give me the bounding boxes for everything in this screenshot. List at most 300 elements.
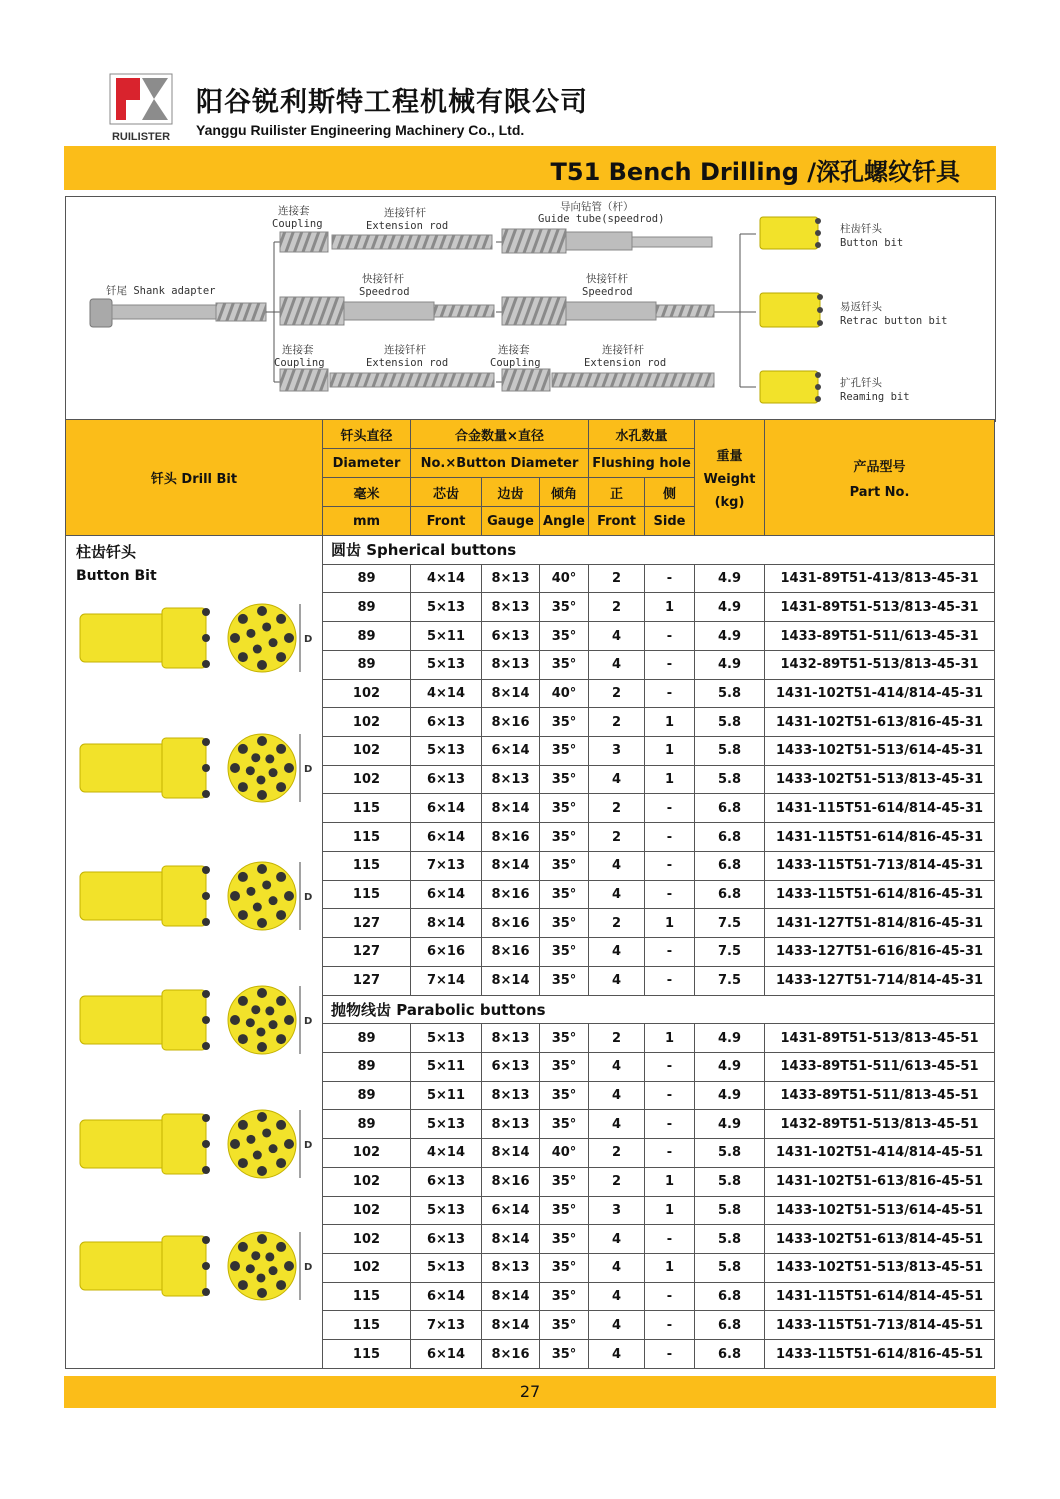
cell-part-no: 1433-89T51-511/813-45-51 — [765, 1081, 995, 1110]
hdr-ffront-cn: 正 — [589, 478, 645, 507]
cell-flush-side: - — [645, 851, 695, 880]
cell-weight: 5.8 — [695, 1225, 765, 1254]
cell-front: 6×13 — [411, 765, 482, 794]
cell-gauge: 8×16 — [482, 880, 540, 909]
cell-diameter: 115 — [323, 794, 411, 823]
cell-flush-front: 4 — [589, 938, 645, 967]
cell-flush-front: 3 — [589, 1196, 645, 1225]
cell-weight: 4.9 — [695, 1081, 765, 1110]
button-bit-illustration — [80, 1232, 312, 1300]
company-name-en: Yanggu Ruilister Engineering Machinery Co., Ltd. — [196, 122, 525, 138]
cell-flush-front: 2 — [589, 593, 645, 622]
cell-diameter: 89 — [323, 650, 411, 679]
cell-flush-side: - — [645, 1225, 695, 1254]
button-bit-illustration — [80, 1110, 312, 1178]
cell-weight: 6.8 — [695, 1340, 765, 1369]
cell-part-no: 1431-89T51-413/813-45-31 — [765, 564, 995, 593]
cell-flush-front: 2 — [589, 794, 645, 823]
ext1-cn: 连接钎杆 — [384, 207, 426, 219]
cell-flush-side: 1 — [645, 708, 695, 737]
cell-part-no: 1433-115T51-713/814-45-51 — [765, 1311, 995, 1340]
dimension-label: D — [304, 634, 313, 645]
guide-cn: 导向钻管（杆） — [560, 201, 634, 213]
left-cn: 柱齿钎头 — [76, 543, 137, 561]
cell-weight: 5.8 — [695, 1167, 765, 1196]
cell-part-no: 1433-89T51-511/613-45-31 — [765, 622, 995, 651]
cell-flush-side: 1 — [645, 1196, 695, 1225]
hdr-weight-cn: 重量 — [716, 449, 743, 464]
cell-diameter: 102 — [323, 679, 411, 708]
hdr-diam-unit-cn: 毫米 — [323, 478, 411, 507]
page-footer — [64, 1376, 996, 1408]
button-bit-illustration — [80, 604, 312, 672]
cell-gauge: 8×14 — [482, 1139, 540, 1168]
cell-angle: 35° — [540, 1024, 589, 1053]
shank-label: 钎尾 Shank adapter — [106, 285, 216, 297]
hdr-flush-cn: 水孔数量 — [589, 420, 695, 449]
bit2-en: Retrac button bit — [840, 315, 948, 327]
cell-angle: 35° — [540, 851, 589, 880]
cell-front: 4×14 — [411, 1139, 482, 1168]
cell-diameter: 115 — [323, 823, 411, 852]
spec-table — [65, 419, 995, 1369]
cell-angle: 35° — [540, 823, 589, 852]
hdr-diam-en: Diameter — [323, 449, 411, 478]
cell-flush-side: - — [645, 823, 695, 852]
cell-gauge: 8×16 — [482, 1167, 540, 1196]
bit2-cn: 易返钎头 — [840, 301, 882, 313]
cell-weight: 5.8 — [695, 679, 765, 708]
cell-weight: 6.8 — [695, 880, 765, 909]
cell-gauge: 8×14 — [482, 966, 540, 995]
cell-diameter: 102 — [323, 1253, 411, 1282]
hdr-part — [765, 420, 995, 536]
cell-flush-side: 1 — [645, 1024, 695, 1053]
cell-part-no: 1431-102T51-414/814-45-51 — [765, 1139, 995, 1168]
cell-part-no: 1433-127T51-616/816-45-31 — [765, 938, 995, 967]
hdr-diam-cn: 钎头直径 — [323, 420, 411, 449]
cell-flush-side: - — [645, 794, 695, 823]
spec-table-body — [66, 536, 995, 1369]
cell-flush-side: - — [645, 938, 695, 967]
cell-angle: 35° — [540, 794, 589, 823]
cell-angle: 35° — [540, 880, 589, 909]
cell-part-no: 1431-89T51-513/813-45-51 — [765, 1024, 995, 1053]
cell-flush-front: 4 — [589, 1311, 645, 1340]
cell-gauge: 8×14 — [482, 679, 540, 708]
cell-flush-side: - — [645, 880, 695, 909]
cell-angle: 35° — [540, 1340, 589, 1369]
cell-flush-front: 2 — [589, 1167, 645, 1196]
cell-weight: 7.5 — [695, 909, 765, 938]
cell-weight: 4.9 — [695, 1024, 765, 1053]
cell-weight: 6.8 — [695, 851, 765, 880]
cell-weight: 6.8 — [695, 794, 765, 823]
cell-weight: 7.5 — [695, 966, 765, 995]
hdr-ffront-en: Front — [589, 507, 645, 536]
bit3-en: Reaming bit — [840, 391, 910, 403]
cell-diameter: 89 — [323, 622, 411, 651]
cell-angle: 35° — [540, 1081, 589, 1110]
ext2-en: Extension rod — [366, 357, 449, 369]
cell-gauge: 8×16 — [482, 823, 540, 852]
cell-flush-front: 2 — [589, 679, 645, 708]
cell-flush-front: 2 — [589, 564, 645, 593]
cell-angle: 35° — [540, 1167, 589, 1196]
cell-angle: 35° — [540, 1253, 589, 1282]
hdr-diam-unit-en: mm — [323, 507, 411, 536]
shank-adapter-graphic — [90, 299, 266, 327]
cell-flush-side: 1 — [645, 909, 695, 938]
cell-front: 7×13 — [411, 851, 482, 880]
cell-gauge: 6×14 — [482, 737, 540, 766]
cell-front: 6×13 — [411, 708, 482, 737]
cell-diameter: 89 — [323, 564, 411, 593]
cell-diameter: 127 — [323, 966, 411, 995]
cell-flush-front: 4 — [589, 880, 645, 909]
cell-front: 6×13 — [411, 1225, 482, 1254]
cell-angle: 35° — [540, 593, 589, 622]
hdr-gauge-en: Gauge — [482, 507, 540, 536]
cell-front: 5×13 — [411, 593, 482, 622]
product-diagram — [65, 196, 996, 422]
cell-flush-front: 4 — [589, 1110, 645, 1139]
cell-front: 5×13 — [411, 650, 482, 679]
cell-front: 6×16 — [411, 938, 482, 967]
page-title: T51 Bench Drilling /深孔螺纹钎具 — [550, 158, 960, 186]
cell-gauge: 8×13 — [482, 650, 540, 679]
cell-gauge: 8×13 — [482, 1024, 540, 1053]
cell-angle: 40° — [540, 679, 589, 708]
cell-gauge: 8×16 — [482, 938, 540, 967]
ext1-en: Extension rod — [366, 220, 449, 232]
cell-flush-side: - — [645, 966, 695, 995]
coupling3-cn: 连接套 — [498, 344, 530, 356]
section-title: 圆齿 Spherical buttons — [323, 536, 995, 565]
cell-weight: 5.8 — [695, 1196, 765, 1225]
bit1-en: Button bit — [840, 237, 904, 249]
cell-weight: 6.8 — [695, 1311, 765, 1340]
cell-gauge: 8×13 — [482, 1253, 540, 1282]
cell-front: 5×13 — [411, 1253, 482, 1282]
cell-part-no: 1431-115T51-614/816-45-31 — [765, 823, 995, 852]
cell-part-no: 1433-102T51-513/813-45-51 — [765, 1253, 995, 1282]
cell-flush-front: 4 — [589, 851, 645, 880]
cell-gauge: 8×16 — [482, 708, 540, 737]
cell-front: 6×14 — [411, 823, 482, 852]
cell-angle: 40° — [540, 1139, 589, 1168]
hdr-button-en: No.×Button Diameter — [411, 449, 589, 478]
page-number: 27 — [519, 1382, 541, 1401]
cell-weight: 4.9 — [695, 1110, 765, 1139]
cell-front: 6×14 — [411, 794, 482, 823]
cell-flush-front: 4 — [589, 650, 645, 679]
cell-weight: 5.8 — [695, 737, 765, 766]
cell-part-no: 1433-115T51-614/816-45-31 — [765, 880, 995, 909]
cell-gauge: 8×13 — [482, 593, 540, 622]
cell-angle: 35° — [540, 1110, 589, 1139]
cell-part-no: 1431-127T51-814/816-45-31 — [765, 909, 995, 938]
cell-angle: 35° — [540, 909, 589, 938]
cell-gauge: 8×16 — [482, 1340, 540, 1369]
cell-flush-front: 4 — [589, 1282, 645, 1311]
cell-diameter: 115 — [323, 1282, 411, 1311]
cell-angle: 35° — [540, 1282, 589, 1311]
cell-front: 4×14 — [411, 564, 482, 593]
coupling2-cn: 连接套 — [282, 344, 314, 356]
cell-flush-front: 4 — [589, 1052, 645, 1081]
cell-flush-front: 4 — [589, 622, 645, 651]
cell-part-no: 1433-89T51-511/613-45-51 — [765, 1052, 995, 1081]
cell-front: 5×13 — [411, 1196, 482, 1225]
company-name-cn: 阳谷锐利斯特工程机械有限公司 — [196, 87, 588, 118]
cell-weight: 4.9 — [695, 650, 765, 679]
cell-part-no: 1431-102T51-613/816-45-31 — [765, 708, 995, 737]
dimension-label: D — [304, 1140, 313, 1151]
cell-part-no: 1432-89T51-513/813-45-51 — [765, 1110, 995, 1139]
cell-angle: 35° — [540, 622, 589, 651]
cell-weight: 5.8 — [695, 765, 765, 794]
cell-flush-front: 2 — [589, 708, 645, 737]
cell-angle: 35° — [540, 765, 589, 794]
cell-front: 7×14 — [411, 966, 482, 995]
ext3-en: Extension rod — [584, 357, 667, 369]
cell-weight: 6.8 — [695, 823, 765, 852]
retrac-bit-graphic — [760, 293, 823, 327]
cell-flush-side: - — [645, 622, 695, 651]
cell-gauge: 6×14 — [482, 1196, 540, 1225]
cell-diameter: 89 — [323, 1024, 411, 1053]
bit3-cn: 扩孔钎头 — [840, 377, 882, 389]
cell-front: 5×13 — [411, 1024, 482, 1053]
hdr-drill-bit: 钎头 Drill Bit — [66, 420, 323, 536]
speed1-en: Speedrod — [359, 286, 410, 298]
left-en: Button Bit — [76, 568, 157, 584]
cell-front: 6×14 — [411, 1282, 482, 1311]
cell-angle: 35° — [540, 1225, 589, 1254]
cell-flush-side: - — [645, 1340, 695, 1369]
cell-weight: 5.8 — [695, 1253, 765, 1282]
hdr-part-cn: 产品型号 — [853, 459, 906, 475]
hdr-side-en: Side — [645, 507, 695, 536]
hdr-weight-en: Weight — [703, 472, 756, 487]
section-row — [66, 536, 995, 565]
coupling1-cn: 连接套 — [278, 205, 310, 217]
cell-flush-side: - — [645, 679, 695, 708]
cell-flush-front: 3 — [589, 737, 645, 766]
cell-part-no: 1431-115T51-614/814-45-51 — [765, 1282, 995, 1311]
cell-flush-side: - — [645, 1282, 695, 1311]
cell-angle: 35° — [540, 938, 589, 967]
cell-part-no: 1433-127T51-714/814-45-31 — [765, 966, 995, 995]
button-bit-graphic — [760, 217, 821, 249]
cell-part-no: 1431-89T51-513/813-45-31 — [765, 593, 995, 622]
ext2-cn: 连接钎杆 — [384, 344, 426, 356]
cell-diameter: 102 — [323, 1167, 411, 1196]
cell-flush-side: 1 — [645, 765, 695, 794]
cell-weight: 5.8 — [695, 1139, 765, 1168]
cell-flush-front: 4 — [589, 765, 645, 794]
cell-weight: 6.8 — [695, 1282, 765, 1311]
cell-front: 5×13 — [411, 1110, 482, 1139]
hdr-angle-en: Angle — [540, 507, 589, 536]
cell-gauge: 8×13 — [482, 1110, 540, 1139]
cell-angle: 35° — [540, 1311, 589, 1340]
dimension-label: D — [304, 1262, 313, 1273]
cell-diameter: 89 — [323, 1052, 411, 1081]
cell-gauge: 8×14 — [482, 1282, 540, 1311]
cell-diameter: 115 — [323, 851, 411, 880]
cell-flush-front: 2 — [589, 909, 645, 938]
cell-diameter: 102 — [323, 765, 411, 794]
cell-front: 6×14 — [411, 880, 482, 909]
dimension-label: D — [304, 892, 313, 903]
cell-part-no: 1433-102T51-613/814-45-51 — [765, 1225, 995, 1254]
cell-flush-front: 4 — [589, 1253, 645, 1282]
cell-diameter: 102 — [323, 708, 411, 737]
cell-flush-side: - — [645, 650, 695, 679]
cell-gauge: 8×14 — [482, 851, 540, 880]
cell-diameter: 115 — [323, 880, 411, 909]
hdr-gauge-cn: 边齿 — [482, 478, 540, 507]
cell-front: 5×11 — [411, 1052, 482, 1081]
cell-diameter: 102 — [323, 1139, 411, 1168]
cell-gauge: 6×13 — [482, 1052, 540, 1081]
cell-part-no: 1433-115T51-713/814-45-31 — [765, 851, 995, 880]
cell-flush-side: 1 — [645, 737, 695, 766]
cell-gauge: 8×13 — [482, 765, 540, 794]
cell-flush-side: 1 — [645, 593, 695, 622]
cell-angle: 35° — [540, 1196, 589, 1225]
cell-flush-front: 2 — [589, 1024, 645, 1053]
cell-part-no: 1431-102T51-613/816-45-51 — [765, 1167, 995, 1196]
cell-diameter: 89 — [323, 1110, 411, 1139]
cell-part-no: 1433-102T51-513/813-45-31 — [765, 765, 995, 794]
cell-gauge: 8×14 — [482, 1225, 540, 1254]
cell-part-no: 1432-89T51-513/813-45-31 — [765, 650, 995, 679]
hdr-front-en: Front — [411, 507, 482, 536]
cell-front: 6×14 — [411, 1340, 482, 1369]
cell-diameter: 89 — [323, 593, 411, 622]
cell-flush-side: - — [645, 1311, 695, 1340]
cell-flush-side: - — [645, 1139, 695, 1168]
bit-illustrations — [66, 588, 323, 1368]
dimension-label: D — [304, 1016, 313, 1027]
cell-diameter: 127 — [323, 938, 411, 967]
ext3-cn: 连接钎杆 — [602, 344, 644, 356]
cell-gauge: 8×16 — [482, 909, 540, 938]
cell-weight: 4.9 — [695, 564, 765, 593]
cell-flush-side: 1 — [645, 1253, 695, 1282]
hdr-flush-en: Flushing hole — [589, 449, 695, 478]
reaming-bit-graphic — [760, 371, 821, 403]
cell-angle: 35° — [540, 966, 589, 995]
coupling2-en: Coupling — [274, 357, 325, 369]
cell-flush-side: - — [645, 564, 695, 593]
dimension-label: D — [304, 764, 313, 775]
cell-part-no: 1431-115T51-614/814-45-31 — [765, 794, 995, 823]
button-bit-illustration — [80, 862, 312, 930]
hdr-front-cn: 芯齿 — [411, 478, 482, 507]
left-bit-column — [66, 536, 323, 1369]
cell-weight: 4.9 — [695, 593, 765, 622]
cell-front: 5×13 — [411, 737, 482, 766]
cell-angle: 35° — [540, 737, 589, 766]
cell-front: 8×14 — [411, 909, 482, 938]
cell-gauge: 8×13 — [482, 1081, 540, 1110]
cell-weight: 4.9 — [695, 622, 765, 651]
cell-diameter: 102 — [323, 1196, 411, 1225]
cell-flush-front: 4 — [589, 966, 645, 995]
coupling3-en: Coupling — [490, 357, 541, 369]
hdr-part-en: Part No. — [849, 484, 910, 500]
cell-front: 5×11 — [411, 1081, 482, 1110]
cell-part-no: 1433-102T51-513/614-45-51 — [765, 1196, 995, 1225]
speed2-cn: 快接钎杆 — [586, 273, 628, 285]
cell-diameter: 115 — [323, 1311, 411, 1340]
cell-flush-front: 4 — [589, 1081, 645, 1110]
company-logo — [96, 72, 186, 144]
button-bit-illustration — [80, 734, 312, 802]
cell-flush-front: 2 — [589, 1139, 645, 1168]
cell-angle: 35° — [540, 1052, 589, 1081]
hdr-side-cn: 侧 — [645, 478, 695, 507]
cell-weight: 4.9 — [695, 1052, 765, 1081]
cell-flush-side: 1 — [645, 1167, 695, 1196]
cell-flush-side: - — [645, 1110, 695, 1139]
cell-diameter: 115 — [323, 1340, 411, 1369]
cell-angle: 35° — [540, 650, 589, 679]
cell-diameter: 89 — [323, 1081, 411, 1110]
hdr-button-cn: 合金数量×直径 — [411, 420, 589, 449]
section-title: 抛物线齿 Parabolic buttons — [323, 995, 995, 1024]
bit1-cn: 柱齿钎头 — [840, 223, 882, 235]
cell-front: 6×13 — [411, 1167, 482, 1196]
cell-part-no: 1433-102T51-513/614-45-31 — [765, 737, 995, 766]
cell-flush-side: - — [645, 1081, 695, 1110]
cell-gauge: 8×14 — [482, 794, 540, 823]
cell-gauge: 6×13 — [482, 622, 540, 651]
cell-flush-side: - — [645, 1052, 695, 1081]
cell-diameter: 102 — [323, 737, 411, 766]
hdr-weight-unit: (kg) — [714, 495, 745, 510]
cell-weight: 5.8 — [695, 708, 765, 737]
cell-front: 5×11 — [411, 622, 482, 651]
cell-gauge: 8×14 — [482, 1311, 540, 1340]
speed2-en: Speedrod — [582, 286, 633, 298]
speed1-cn: 快接钎杆 — [362, 273, 404, 285]
button-bit-illustration — [80, 986, 312, 1054]
cell-front: 7×13 — [411, 1311, 482, 1340]
cell-angle: 40° — [540, 564, 589, 593]
coupling1-en: Coupling — [272, 218, 323, 230]
cell-gauge: 8×13 — [482, 564, 540, 593]
hdr-weight — [695, 420, 765, 536]
cell-flush-front: 4 — [589, 1340, 645, 1369]
cell-part-no: 1431-102T51-414/814-45-31 — [765, 679, 995, 708]
guide-en: Guide tube(speedrod) — [538, 213, 665, 225]
cell-diameter: 102 — [323, 1225, 411, 1254]
cell-diameter: 127 — [323, 909, 411, 938]
cell-flush-front: 2 — [589, 823, 645, 852]
cell-front: 4×14 — [411, 679, 482, 708]
cell-weight: 7.5 — [695, 938, 765, 967]
cell-flush-front: 4 — [589, 1225, 645, 1254]
hdr-angle-cn: 倾角 — [540, 478, 589, 507]
cell-part-no: 1433-115T51-614/816-45-51 — [765, 1340, 995, 1369]
title-band — [64, 146, 996, 190]
logo-text: RUILISTER — [111, 131, 171, 143]
